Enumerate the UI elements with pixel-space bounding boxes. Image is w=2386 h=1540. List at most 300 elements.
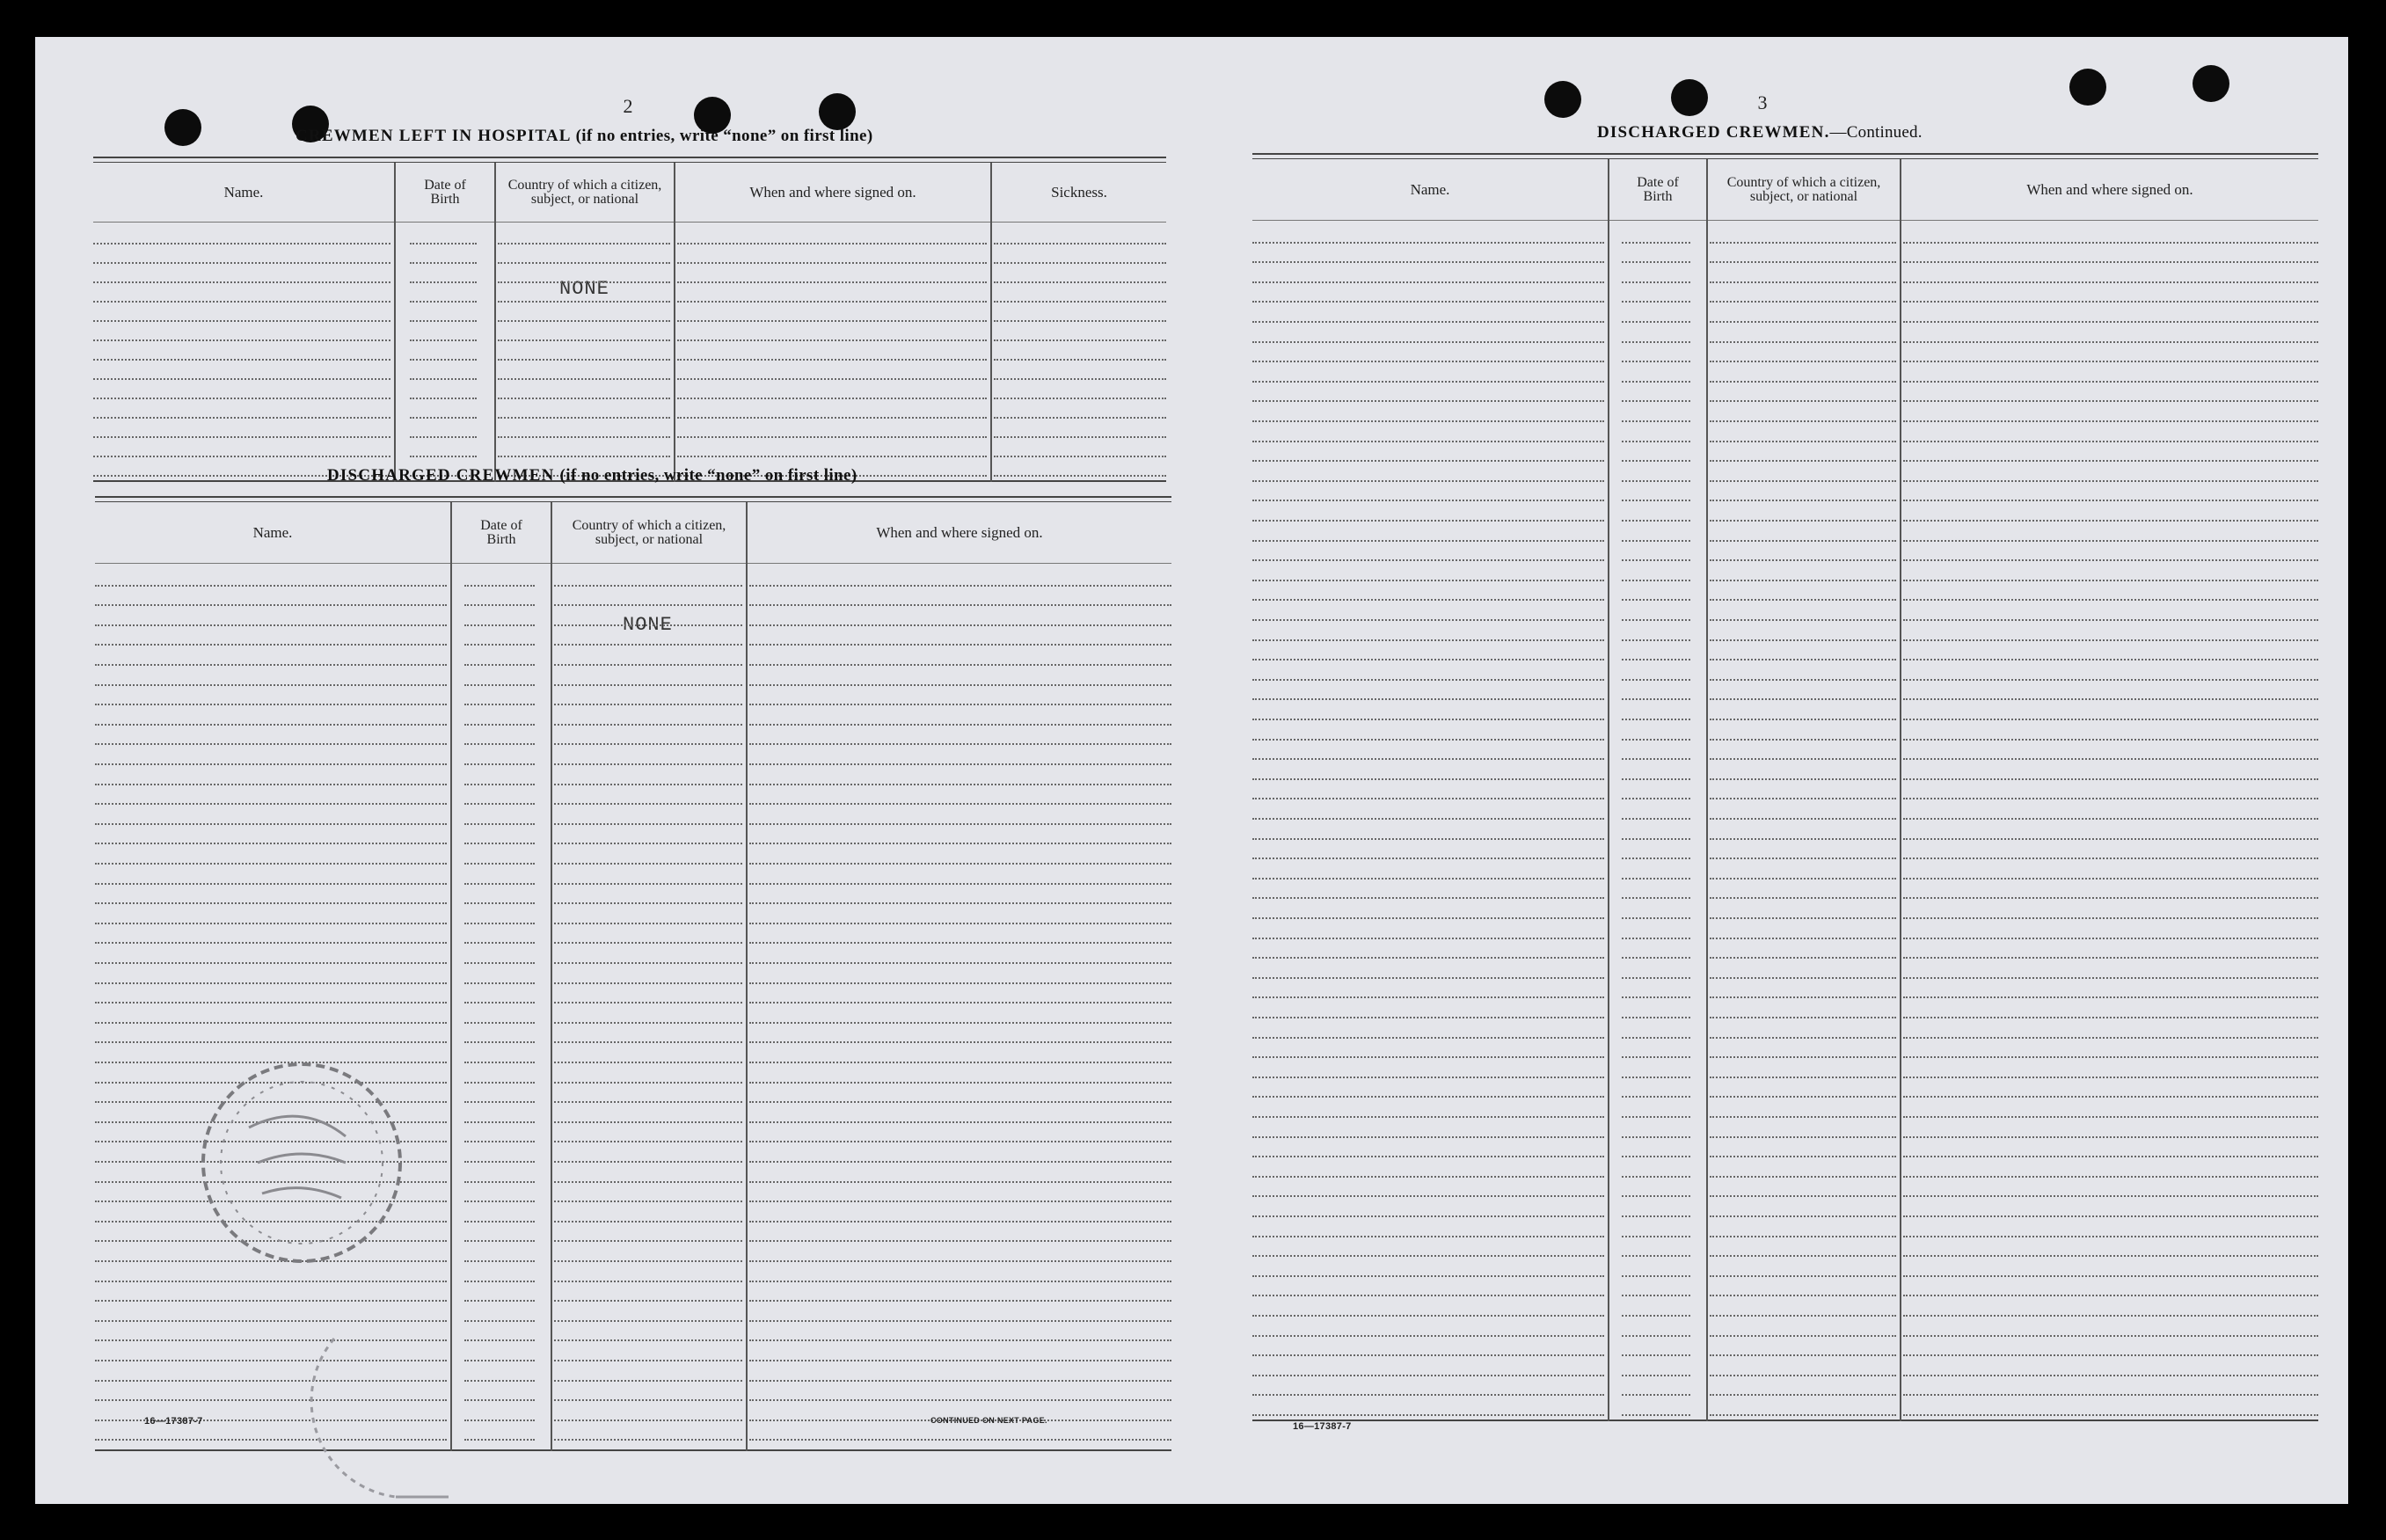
- ruled-line: [95, 803, 447, 805]
- discharged-table-left: [95, 496, 1171, 1451]
- ruled-line: [749, 863, 1171, 865]
- ruled-line: [410, 243, 477, 245]
- ruled-line: [554, 784, 742, 785]
- ruled-line: [994, 320, 1166, 322]
- ruled-line: [749, 1141, 1171, 1142]
- ruled-line: [749, 1161, 1171, 1163]
- ruled-line: [554, 923, 742, 924]
- ruled-line: [554, 883, 742, 885]
- ruled-line: [1252, 500, 1604, 501]
- column-header-name: Name.: [252, 524, 293, 541]
- ruled-line: [1622, 698, 1690, 700]
- ruled-line: [749, 843, 1171, 844]
- ruled-line: [95, 1002, 447, 1004]
- ruled-line: [464, 1121, 535, 1123]
- ruled-line: [1903, 897, 2318, 899]
- ruled-line: [554, 1121, 742, 1123]
- ruled-line: [1252, 1077, 1604, 1078]
- ruled-line: [93, 398, 390, 399]
- discharged-table-right: [1252, 153, 2318, 1421]
- ruled-line: [1710, 858, 1896, 859]
- ruled-line: [1903, 580, 2318, 581]
- ruled-line: [1622, 878, 1690, 879]
- ruled-line: [498, 243, 670, 245]
- punch-hole: [164, 109, 201, 146]
- ruled-line: [554, 1439, 742, 1441]
- ruled-line: [994, 339, 1166, 341]
- ruled-line: [1622, 778, 1690, 780]
- ruled-line: [410, 456, 477, 457]
- column-header-name: Name.: [1410, 181, 1450, 198]
- column-header-date-of-birth: Date of Birth: [1637, 174, 1679, 204]
- ruled-line: [1903, 321, 2318, 323]
- ruled-line: [1252, 242, 1604, 244]
- ruled-line: [1903, 1414, 2318, 1416]
- hospital-section-title: [296, 127, 873, 146]
- ruled-line: [1903, 1394, 2318, 1396]
- ruled-line: [749, 644, 1171, 646]
- ruled-line: [1903, 400, 2318, 402]
- ruled-line: [1903, 758, 2318, 760]
- ruled-line: [554, 1041, 742, 1043]
- punch-hole: [1671, 79, 1708, 116]
- ruled-line: [1252, 520, 1604, 522]
- ruled-line: [464, 684, 535, 686]
- section-title-text: DISCHARGED CREWMEN: [327, 466, 555, 485]
- ruled-line: [498, 456, 670, 457]
- ruled-line: [1622, 1037, 1690, 1039]
- ruled-line: [1710, 739, 1896, 741]
- ruled-line: [554, 863, 742, 865]
- ruled-line: [498, 378, 670, 380]
- ruled-line: [95, 982, 447, 984]
- ruled-line: [749, 1300, 1171, 1302]
- ruled-line: [410, 320, 477, 322]
- column-header-sickness: Sickness.: [1051, 184, 1107, 201]
- ruled-line: [1622, 301, 1690, 303]
- ruled-line: [1903, 878, 2318, 879]
- ruled-line: [464, 1062, 535, 1063]
- ruled-line: [994, 301, 1166, 303]
- ruled-line: [749, 1062, 1171, 1063]
- ruled-line: [95, 604, 447, 606]
- ruled-line: [1622, 1056, 1690, 1058]
- ruled-line: [749, 1121, 1171, 1123]
- ruled-line: [677, 359, 987, 361]
- ruled-line: [464, 1240, 535, 1242]
- ruled-line: [1710, 619, 1896, 621]
- ruled-line: [95, 883, 447, 885]
- ruled-line: [1903, 1176, 2318, 1178]
- section-title-text: CREWMEN LEFT IN HOSPITAL: [296, 127, 571, 145]
- ruled-line: [1903, 957, 2318, 959]
- ruled-line: [1622, 739, 1690, 741]
- ruled-line: [95, 664, 447, 666]
- ruled-line: [1903, 739, 2318, 741]
- ruled-line: [1622, 1295, 1690, 1296]
- ruled-line: [749, 704, 1171, 705]
- ruled-line: [93, 456, 390, 457]
- ruled-line: [1622, 838, 1690, 840]
- ruled-line: [464, 1201, 535, 1202]
- ruled-line: [1252, 261, 1604, 263]
- ruled-line: [1252, 341, 1604, 343]
- ruled-line: [1622, 500, 1690, 501]
- ruled-line: [1710, 281, 1896, 283]
- ruled-line: [1710, 261, 1896, 263]
- discharged-section-title: [327, 466, 857, 485]
- ruled-line: [1710, 242, 1896, 244]
- ruled-line: [677, 243, 987, 245]
- ruled-line: [677, 378, 987, 380]
- ruled-line: [1252, 1275, 1604, 1277]
- ruled-line: [95, 962, 447, 964]
- ruled-line: [464, 883, 535, 885]
- ruled-line: [93, 378, 390, 380]
- ruled-line: [749, 1439, 1171, 1441]
- ruled-line: [1252, 1096, 1604, 1098]
- ruled-line: [464, 982, 535, 984]
- ruled-line: [1252, 1375, 1604, 1376]
- ruled-line: [464, 1022, 535, 1024]
- ruled-line: [1710, 1315, 1896, 1317]
- punch-hole: [1544, 81, 1581, 118]
- ruled-line: [1622, 559, 1690, 561]
- ruled-line: [994, 417, 1166, 419]
- ruled-line: [1903, 798, 2318, 799]
- ruled-line: [1252, 441, 1604, 442]
- ruled-line: [1252, 1037, 1604, 1039]
- ruled-line: [1252, 878, 1604, 879]
- ruled-line: [554, 843, 742, 844]
- ruled-line: [749, 784, 1171, 785]
- hospital-table: [93, 157, 1166, 482]
- ruled-line: [1903, 261, 2318, 263]
- ruled-line: [1252, 1236, 1604, 1237]
- ruled-line: [1903, 460, 2318, 462]
- ruled-line: [1252, 460, 1604, 462]
- ruled-line: [1252, 1156, 1604, 1157]
- page-number: 3: [1757, 91, 1768, 113]
- ruled-line: [554, 1082, 742, 1084]
- ruled-line: [1252, 659, 1604, 661]
- ruled-line: [1903, 559, 2318, 561]
- ruled-line: [1252, 301, 1604, 303]
- ruled-line: [1622, 1354, 1690, 1356]
- ruled-line: [1710, 341, 1896, 343]
- ruled-line: [410, 398, 477, 399]
- ruled-line: [1710, 361, 1896, 362]
- document-sheet: [35, 37, 2348, 1504]
- ruled-line: [95, 743, 447, 745]
- ruled-line: [1710, 321, 1896, 323]
- ruled-line: [1252, 281, 1604, 283]
- ruled-line: [1622, 1116, 1690, 1118]
- ruled-line: [1622, 619, 1690, 621]
- ruled-line: [749, 1022, 1171, 1024]
- ruled-line: [464, 1221, 535, 1223]
- ruled-line: [1710, 1215, 1896, 1217]
- ruled-line: [554, 1240, 742, 1242]
- ruled-line: [1710, 559, 1896, 561]
- ruled-line: [464, 585, 535, 587]
- ruled-line: [1903, 341, 2318, 343]
- ruled-line: [1622, 1195, 1690, 1197]
- ruled-line: [410, 417, 477, 419]
- ruled-line: [464, 743, 535, 745]
- ruled-line: [1252, 1136, 1604, 1138]
- ruled-line: [1903, 938, 2318, 939]
- ruled-line: [554, 1141, 742, 1142]
- ruled-line: [95, 624, 447, 626]
- ruled-line: [498, 281, 670, 283]
- ruled-line: [1710, 1394, 1896, 1396]
- ruled-line: [554, 1181, 742, 1183]
- ruled-line: [464, 704, 535, 705]
- ruled-line: [749, 1181, 1171, 1183]
- ruled-line: [1903, 1096, 2318, 1098]
- ruled-line: [994, 359, 1166, 361]
- ruled-line: [1710, 679, 1896, 681]
- discharged-none-entry: NONE: [623, 614, 673, 636]
- ruled-line: [1622, 996, 1690, 998]
- ruled-line: [1710, 301, 1896, 303]
- ruled-line: [677, 398, 987, 399]
- ruled-line: [1903, 1116, 2318, 1118]
- ruled-line: [95, 942, 447, 944]
- ruled-line: [464, 664, 535, 666]
- ruled-line: [93, 339, 390, 341]
- ruled-line: [1622, 441, 1690, 442]
- ruled-line: [1903, 659, 2318, 661]
- ruled-line: [1710, 778, 1896, 780]
- ruled-line: [749, 962, 1171, 964]
- ruled-line: [1710, 1017, 1896, 1018]
- ruled-line: [1710, 798, 1896, 799]
- ruled-line: [95, 585, 447, 587]
- ruled-line: [464, 823, 535, 825]
- ruled-line: [1710, 1156, 1896, 1157]
- section-title-continued: —Continued.: [1829, 123, 1923, 142]
- ruled-line: [1252, 838, 1604, 840]
- ruled-line: [1710, 1375, 1896, 1376]
- ruled-line: [994, 456, 1166, 457]
- ruled-line: [1710, 381, 1896, 383]
- ruled-line: [464, 1300, 535, 1302]
- ruled-line: [95, 1300, 447, 1302]
- ruled-line: [677, 436, 987, 438]
- ruled-line: [1710, 996, 1896, 998]
- discharged-continued-title: [1597, 123, 1923, 142]
- ruled-line: [1710, 460, 1896, 462]
- ruled-line: [1903, 301, 2318, 303]
- ruled-line: [1710, 698, 1896, 700]
- ruled-line: [410, 281, 477, 283]
- ruled-line: [1903, 1335, 2318, 1337]
- ruled-line: [464, 962, 535, 964]
- form-number: 16—17387-7: [144, 1416, 203, 1427]
- ruled-line: [95, 724, 447, 726]
- ruled-line: [554, 962, 742, 964]
- ruled-line: [1903, 1255, 2318, 1257]
- ruled-line: [554, 724, 742, 726]
- ruled-line: [749, 1221, 1171, 1223]
- ruled-line: [1710, 1354, 1896, 1356]
- ruled-line: [554, 823, 742, 825]
- ruled-line: [1903, 480, 2318, 482]
- ruled-line: [464, 1181, 535, 1183]
- ruled-line: [1710, 659, 1896, 661]
- ruled-line: [1622, 977, 1690, 979]
- punch-hole: [2193, 65, 2229, 102]
- ruled-line: [93, 301, 390, 303]
- ruled-line: [1903, 1295, 2318, 1296]
- ruled-line: [749, 902, 1171, 904]
- ruled-line: [1622, 1017, 1690, 1018]
- ruled-line: [677, 339, 987, 341]
- ruled-line: [1252, 996, 1604, 998]
- ruled-line: [1903, 1037, 2318, 1039]
- ruled-line: [1903, 619, 2318, 621]
- ruled-line: [1903, 361, 2318, 362]
- column-header-date-of-birth: Date of Birth: [424, 177, 466, 207]
- ruled-line: [1710, 520, 1896, 522]
- ruled-line: [749, 1360, 1171, 1361]
- ruled-line: [498, 417, 670, 419]
- ruled-line: [1252, 1215, 1604, 1217]
- ruled-line: [1252, 1295, 1604, 1296]
- ruled-line: [1710, 897, 1896, 899]
- ruled-line: [1252, 1354, 1604, 1356]
- ruled-line: [498, 398, 670, 399]
- punch-hole: [819, 93, 856, 130]
- ruled-line: [498, 436, 670, 438]
- ruled-line: [93, 417, 390, 419]
- ruled-line: [93, 243, 390, 245]
- ruled-line: [1903, 1354, 2318, 1356]
- ruled-line: [1252, 679, 1604, 681]
- ruled-line: [1710, 1236, 1896, 1237]
- ruled-line: [1710, 1176, 1896, 1178]
- ruled-line: [1903, 1236, 2318, 1237]
- ruled-line: [1903, 520, 2318, 522]
- ruled-line: [464, 784, 535, 785]
- ruled-line: [1710, 599, 1896, 601]
- ruled-line: [749, 604, 1171, 606]
- ruled-line: [498, 359, 670, 361]
- ruled-line: [1903, 420, 2318, 422]
- ruled-line: [1903, 441, 2318, 442]
- ruled-line: [1622, 281, 1690, 283]
- continued-note: CONTINUED ON NEXT PAGE.: [930, 1416, 1047, 1425]
- ruled-line: [749, 942, 1171, 944]
- ruled-line: [1710, 957, 1896, 959]
- ruled-line: [749, 1399, 1171, 1401]
- ruled-line: [749, 1082, 1171, 1084]
- ruled-line: [1903, 838, 2318, 840]
- ruled-line: [677, 281, 987, 283]
- ruled-line: [749, 664, 1171, 666]
- ruled-line: [1710, 540, 1896, 542]
- ruled-line: [464, 624, 535, 626]
- ruled-line: [749, 743, 1171, 745]
- column-header-signed-on: When and where signed on.: [749, 184, 916, 201]
- ruled-line: [1622, 341, 1690, 343]
- ruled-line: [1252, 420, 1604, 422]
- ruled-line: [95, 1022, 447, 1024]
- ruled-line: [1622, 1375, 1690, 1376]
- ruled-line: [464, 863, 535, 865]
- ruled-line: [95, 684, 447, 686]
- ruled-line: [749, 624, 1171, 626]
- ruled-line: [1710, 1414, 1896, 1416]
- ruled-line: [410, 359, 477, 361]
- ruled-line: [464, 1260, 535, 1262]
- ruled-line: [1710, 1295, 1896, 1296]
- ruled-line: [1622, 540, 1690, 542]
- ruled-line: [749, 1380, 1171, 1382]
- section-title-note: (if no entries, write “none” on first line): [559, 466, 857, 485]
- ruled-line: [498, 339, 670, 341]
- ruled-line: [749, 803, 1171, 805]
- ruled-line: [554, 684, 742, 686]
- ruled-line: [749, 684, 1171, 686]
- ruled-line: [554, 1339, 742, 1341]
- ruled-line: [554, 902, 742, 904]
- ruled-line: [1622, 659, 1690, 661]
- column-header-country: Country of which a citizen, subject, or national: [1726, 174, 1881, 204]
- ruled-line: [554, 1062, 742, 1063]
- ruled-line: [677, 417, 987, 419]
- ruled-line: [95, 902, 447, 904]
- ruled-line: [464, 902, 535, 904]
- ruled-line: [1622, 917, 1690, 919]
- ruled-line: [1622, 818, 1690, 820]
- ruled-line: [1622, 1394, 1690, 1396]
- ruled-line: [1622, 897, 1690, 899]
- ruled-line: [554, 704, 742, 705]
- ruled-line: [1903, 1077, 2318, 1078]
- ruled-line: [554, 604, 742, 606]
- ruled-line: [554, 1281, 742, 1282]
- ruled-line: [1710, 719, 1896, 720]
- ruled-line: [1252, 719, 1604, 720]
- ruled-line: [554, 763, 742, 765]
- ruled-line: [554, 624, 742, 626]
- ruled-line: [464, 644, 535, 646]
- ruled-line: [554, 942, 742, 944]
- ruled-line: [554, 1320, 742, 1322]
- ruled-line: [1622, 1414, 1690, 1416]
- ruled-line: [464, 1281, 535, 1282]
- ruled-line: [464, 1041, 535, 1043]
- ruled-line: [93, 436, 390, 438]
- ruled-line: [554, 1360, 742, 1361]
- ruled-line: [93, 320, 390, 322]
- ruled-line: [1622, 1136, 1690, 1138]
- ruled-line: [1903, 977, 2318, 979]
- ruled-line: [1710, 420, 1896, 422]
- ruled-line: [410, 262, 477, 264]
- ruled-line: [554, 1002, 742, 1004]
- ruled-line: [554, 1380, 742, 1382]
- ruled-line: [1622, 420, 1690, 422]
- ruled-line: [1903, 818, 2318, 820]
- ruled-line: [994, 281, 1166, 283]
- ruled-line: [749, 883, 1171, 885]
- ruled-line: [93, 359, 390, 361]
- ruled-line: [1252, 559, 1604, 561]
